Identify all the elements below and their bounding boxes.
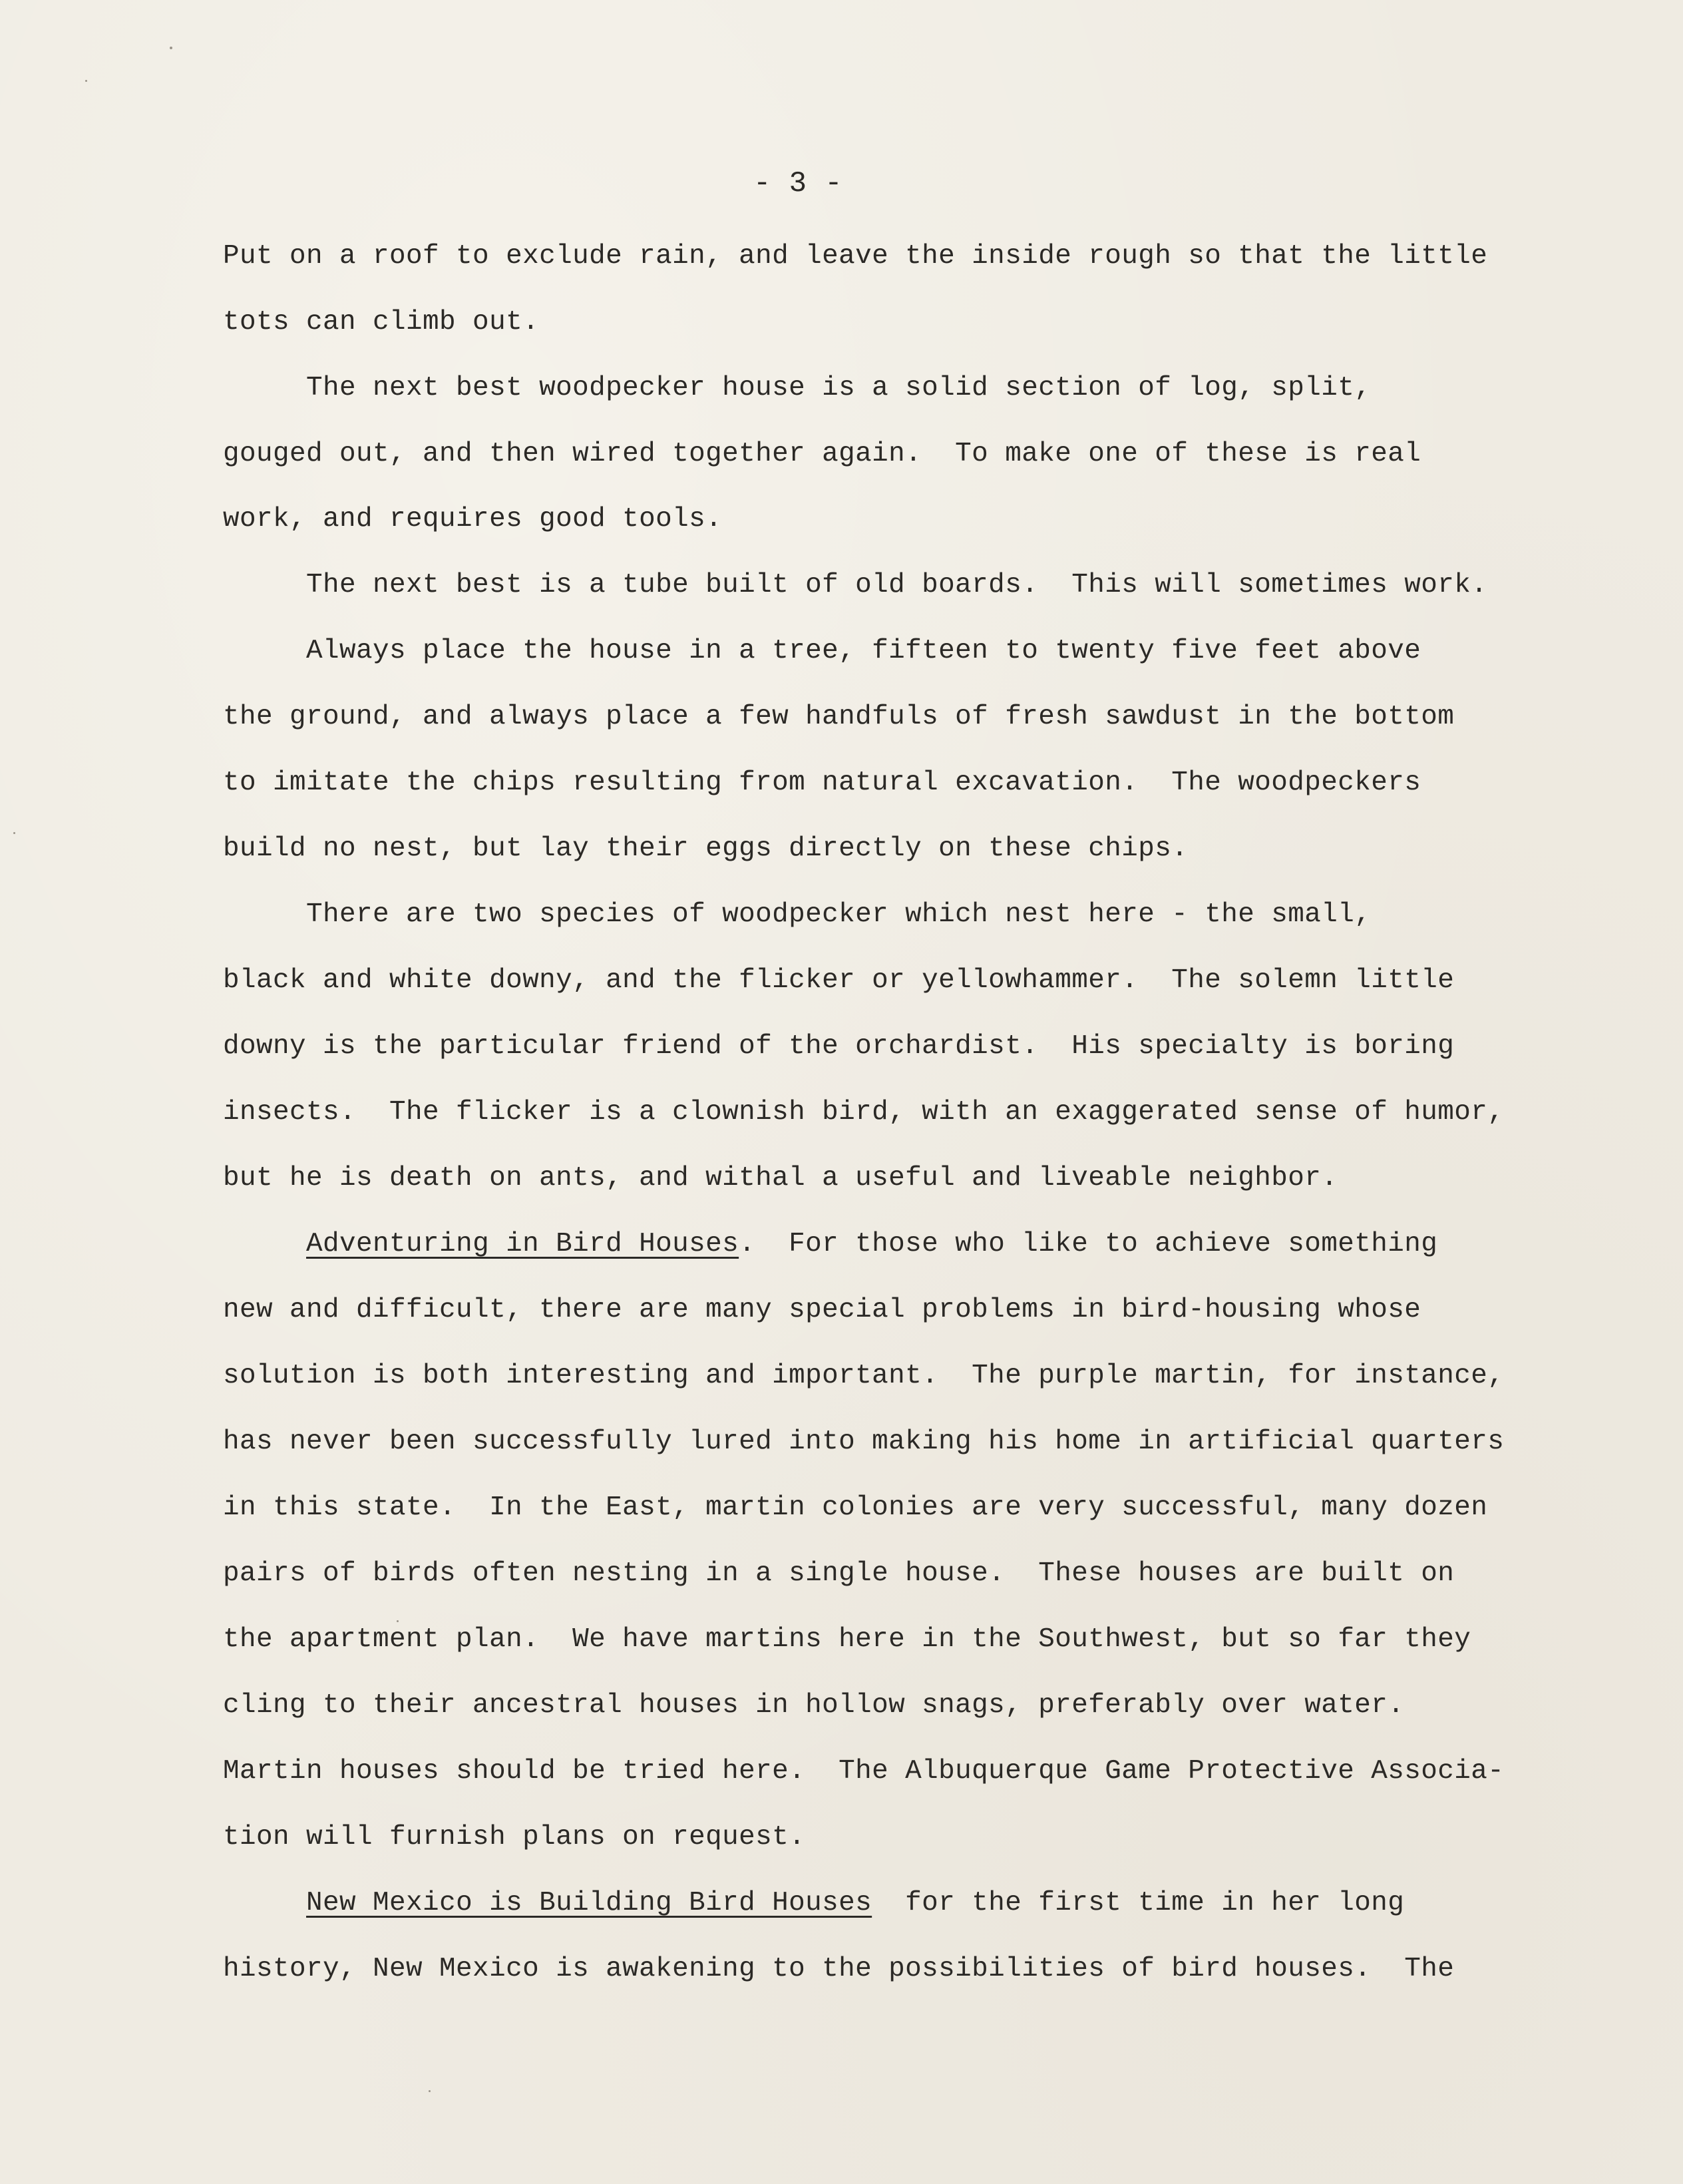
text-line: build no nest, but lay their eggs directly on these chips. — [223, 833, 1189, 864]
heading-continuation: . For those who like to achieve something — [739, 1229, 1438, 1259]
text-line: work, and requires good tools. — [223, 504, 723, 535]
paper-speck — [429, 2090, 431, 2092]
text-line: to imitate the chips resulting from natural excavation. The woodpeckers — [223, 767, 1421, 798]
paper-speck — [397, 1620, 399, 1622]
text-line: There are two species of woodpecker which nest here - the small, — [223, 899, 1372, 930]
text-line: history, New Mexico is awakening to the possibilities of bird houses. The — [223, 1954, 1455, 1984]
text-line: but he is death on ants, and withal a useful and liveable neighbor. — [223, 1163, 1338, 1194]
text-line: tion will furnish plans on request. — [223, 1822, 806, 1853]
text-line: Always place the house in a tree, fifteen to twenty five feet above — [223, 636, 1421, 666]
text-line: tots can climb out. — [223, 307, 540, 337]
page-number: - 3 - — [753, 167, 843, 200]
paper-speck — [170, 47, 172, 49]
text-line: the apartment plan. We have martins here in the Southwest, but so far they — [223, 1624, 1471, 1655]
text-line — [223, 1890, 1404, 1917]
text-line: The next best woodpecker house is a solid section of log, split, — [223, 373, 1372, 403]
text-line: Martin houses should be tried here. The Albuquerque Game Protective Associa- — [223, 1756, 1505, 1787]
heading-continuation: for the first time in her long — [872, 1888, 1405, 1918]
paper-speck — [85, 80, 87, 82]
text-line: in this state. In the East, martin colonies are very successful, many dozen — [223, 1492, 1488, 1523]
text-line: The next best is a tube built of old boards. This will sometimes work. — [223, 570, 1488, 600]
text-line: gouged out, and then wired together again. To make one of these is real — [223, 439, 1421, 469]
text-line: has never been successfully lured into making his home in artificial quarters — [223, 1426, 1505, 1457]
text-line: new and difficult, there are many special problems in bird-housing whose — [223, 1295, 1421, 1325]
text-line: the ground, and always place a few handfuls of fresh sawdust in the bottom — [223, 702, 1455, 732]
paper-speck — [13, 832, 15, 834]
text-line: insects. The flicker is a clownish bird, with an exaggerated sense of humor, — [223, 1097, 1505, 1128]
text-line: solution is both interesting and important. The purple martin, for instance, — [223, 1361, 1505, 1391]
text-line: cling to their ancestral houses in hollow snags, preferably over water. — [223, 1690, 1405, 1721]
text-line: Put on a roof to exclude rain, and leave the inside rough so that the little — [223, 241, 1488, 272]
section-heading: New Mexico is Building Bird Houses — [306, 1888, 872, 1918]
text-line — [223, 1231, 1437, 1258]
text-line: pairs of birds often nesting in a single house. These houses are built on — [223, 1558, 1455, 1589]
text-line: black and white downy, and the flicker or yellowhammer. The solemn little — [223, 965, 1455, 996]
section-heading: Adventuring in Bird Houses — [306, 1229, 739, 1259]
text-line: downy is the particular friend of the orchardist. His specialty is boring — [223, 1031, 1455, 1062]
